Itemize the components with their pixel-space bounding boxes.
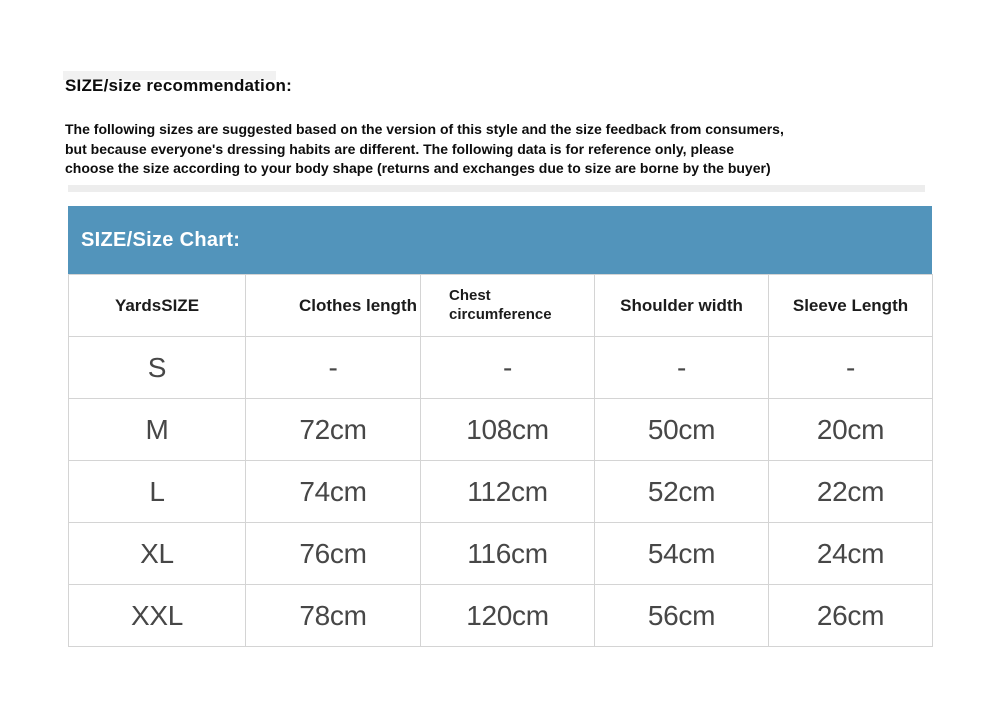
- cell-size: S: [69, 337, 246, 399]
- cell-chest-circumference: 120cm: [421, 585, 595, 647]
- cell-sleeve-length: -: [769, 337, 933, 399]
- table-row-m: [69, 399, 933, 461]
- column-header-size: YardsSIZE: [69, 275, 246, 337]
- cell-size: M: [69, 399, 246, 461]
- cell-clothes-length: -: [246, 337, 421, 399]
- table-row-xl: [69, 523, 933, 585]
- cell-clothes-length: 78cm: [246, 585, 421, 647]
- recommendation-body-line: but because everyone's dressing habits are different. The following data is for reference only, please: [65, 140, 735, 157]
- table-row-xxl: [69, 585, 933, 647]
- column-header-chest-circumference-label: Chest circumference: [449, 286, 552, 323]
- column-header-clothes-length: Clothes length: [246, 275, 421, 337]
- table-row-l: [69, 461, 933, 523]
- cell-shoulder-width: -: [595, 337, 769, 399]
- cell-shoulder-width: 52cm: [595, 461, 769, 523]
- cell-sleeve-length: 22cm: [769, 461, 933, 523]
- recommendation-body: [65, 120, 1000, 179]
- recommendation-body-line: The following sizes are suggested based on the version of this style and the size feedback from consumers,: [65, 121, 784, 137]
- cell-chest-circumference: -: [421, 337, 595, 399]
- recommendation-heading: SIZE/size recommendation:: [65, 76, 292, 95]
- cell-shoulder-width: 50cm: [595, 399, 769, 461]
- cell-clothes-length: 76cm: [246, 523, 421, 585]
- cell-sleeve-length: 20cm: [769, 399, 933, 461]
- cell-chest-circumference: 116cm: [421, 523, 595, 585]
- highlight-artifact: [68, 185, 925, 192]
- column-header-chest-circumference: [421, 275, 595, 337]
- cell-sleeve-length: 26cm: [769, 585, 933, 647]
- cell-chest-circumference: 112cm: [421, 461, 595, 523]
- cell-clothes-length: 74cm: [246, 461, 421, 523]
- size-chart-title: SIZE/Size Chart:: [81, 228, 241, 251]
- cell-clothes-length: 72cm: [246, 399, 421, 461]
- recommendation-body-line: choose the size according to your body shape (returns and exchanges due to size are borne by the buyer): [65, 160, 771, 176]
- cell-shoulder-width: 54cm: [595, 523, 769, 585]
- cell-size: XL: [69, 523, 246, 585]
- size-chart-table: [68, 274, 933, 647]
- cell-size: L: [69, 461, 246, 523]
- size-chart-title-bar: [68, 206, 932, 274]
- table-header-row: [69, 275, 933, 337]
- cell-size: XXL: [69, 585, 246, 647]
- column-header-sleeve-length: Sleeve Length: [769, 275, 933, 337]
- cell-chest-circumference: 108cm: [421, 399, 595, 461]
- table-row-s: [69, 337, 933, 399]
- cell-sleeve-length: 24cm: [769, 523, 933, 585]
- column-header-shoulder-width: Shoulder width: [595, 275, 769, 337]
- cell-shoulder-width: 56cm: [595, 585, 769, 647]
